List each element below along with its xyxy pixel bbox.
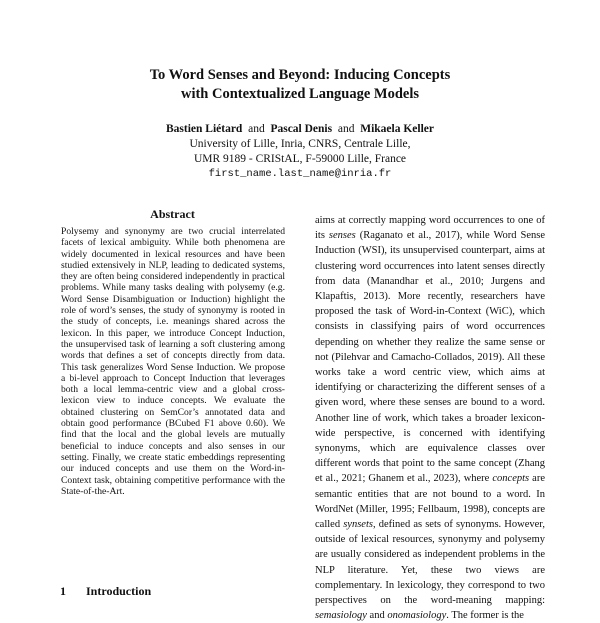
- rc-text-4: , defined as sets of synonyms. However, outside of lexical resources, synonymy and polysemy are usually considered as independent problems in the NLP literature. Yet, these two views are complementary. In lexicology, they correspond to two perspectives on the word-meaning mapping:: [315, 519, 545, 607]
- rc-em-senses: senses: [328, 230, 356, 242]
- right-column-text: [315, 213, 545, 623]
- author-block: [0, 122, 600, 182]
- rc-em-synsets: synsets: [343, 519, 373, 531]
- title-line-1: To Word Senses and Beyond: Inducing Concepts: [149, 67, 451, 83]
- rc-text-5: . The former is the: [446, 610, 524, 622]
- rc-em-onomasiology: onomasiology: [387, 610, 447, 622]
- rc-text-3: are semantic entities that are not bound to a word. In WordNet (Miller, 1995; Fellbaum, 1998), concepts are called: [315, 473, 545, 531]
- rc-text-and: and: [366, 610, 388, 622]
- rc-em-concepts: concepts: [492, 473, 530, 485]
- author-1: Bastien Liétard: [165, 123, 243, 135]
- affiliation-line-1: University of Lille, Inria, CNRS, Centrale Lille,: [189, 138, 411, 150]
- author-3: Mikaela Keller: [360, 123, 434, 135]
- affiliation-line-2: UMR 9189 - CRIStAL, F-59000 Lille, France: [193, 153, 407, 165]
- author-sep-2: and: [337, 123, 355, 135]
- rc-em-semasiology: semasiology: [315, 610, 367, 622]
- section-heading-introduction: [60, 584, 151, 599]
- author-2: Pascal Denis: [270, 123, 333, 135]
- rc-text-1: aims at correctly mapping word occurrences to one of its: [315, 215, 545, 242]
- abstract-text: Polysemy and synonymy are two crucial interrelated facets of lexical ambiguity. While both phenomena are widely documented in lexical resources and have been studied extensively in NLP, leading to dedicated systems, they are often being considered independently in practical problems. While many tasks dealing with polysemy (e.g. Word Sense Disambiguation or Induction) highlight the role of word’s senses, the study of synonymy is rooted in the study of concepts, i.e. meanings shared across the lexicon. In this paper, we introduce Concept Induction, the unsupervised task of learning a soft clustering among words that defines a set of concepts directly from data. This task generalizes Word Sense Induction. We propose a bi-level approach to Concept Induction that leverages both a local lemma-centric view and a global cross-lexicon view to induce concepts. We evaluate the obtained clustering on SemCor’s annotated data and obtain good performance (BCubed F1 above 0.60). We find that the local and the global levels are mutually beneficial to induce concepts and also senses in our setting. Finally, we create static embeddings representing our induced concepts and use them on the Word-in-Context task, obtaining competitive performance with the State-of-the-Art.: [61, 226, 285, 497]
- author-sep-1: and: [248, 123, 265, 135]
- abstract-heading: Abstract: [150, 207, 195, 221]
- rc-text-2: (Raganato et al., 2017), while Word Sense Induction (WSI), its unsupervised counterpart, aims at clustering word occurrences into latent senses directly from data (Manandhar et al., 2010; Jurgens and Klapaftis, 2013). More recently, researchers have proposed the task of Word-in-Context (WiC), which consists in classifying pairs of word occurrences depending on whether they realize the same sense or not (Pilehvar and Camacho-Collados, 2019). All these works take a word centric view, which aims at identifying or characterizing the different senses of a given word, where these senses are bound to a word. Another line of work, which takes a broader lexicon-wide perspective, is concerned with identifying synonyms, which are equivalence classes over different words that point to the same concept (Zhang et al., 2021; Ghanem et al., 2023), where: [315, 230, 545, 485]
- author-names: [0, 122, 600, 137]
- section-title: Introduction: [86, 584, 152, 598]
- section-number: 1: [60, 584, 66, 598]
- title-line-2: with Contextualized Language Models: [180, 86, 420, 102]
- author-email: first_name.last_name@inria.fr: [208, 168, 392, 180]
- paper-title: [0, 66, 600, 104]
